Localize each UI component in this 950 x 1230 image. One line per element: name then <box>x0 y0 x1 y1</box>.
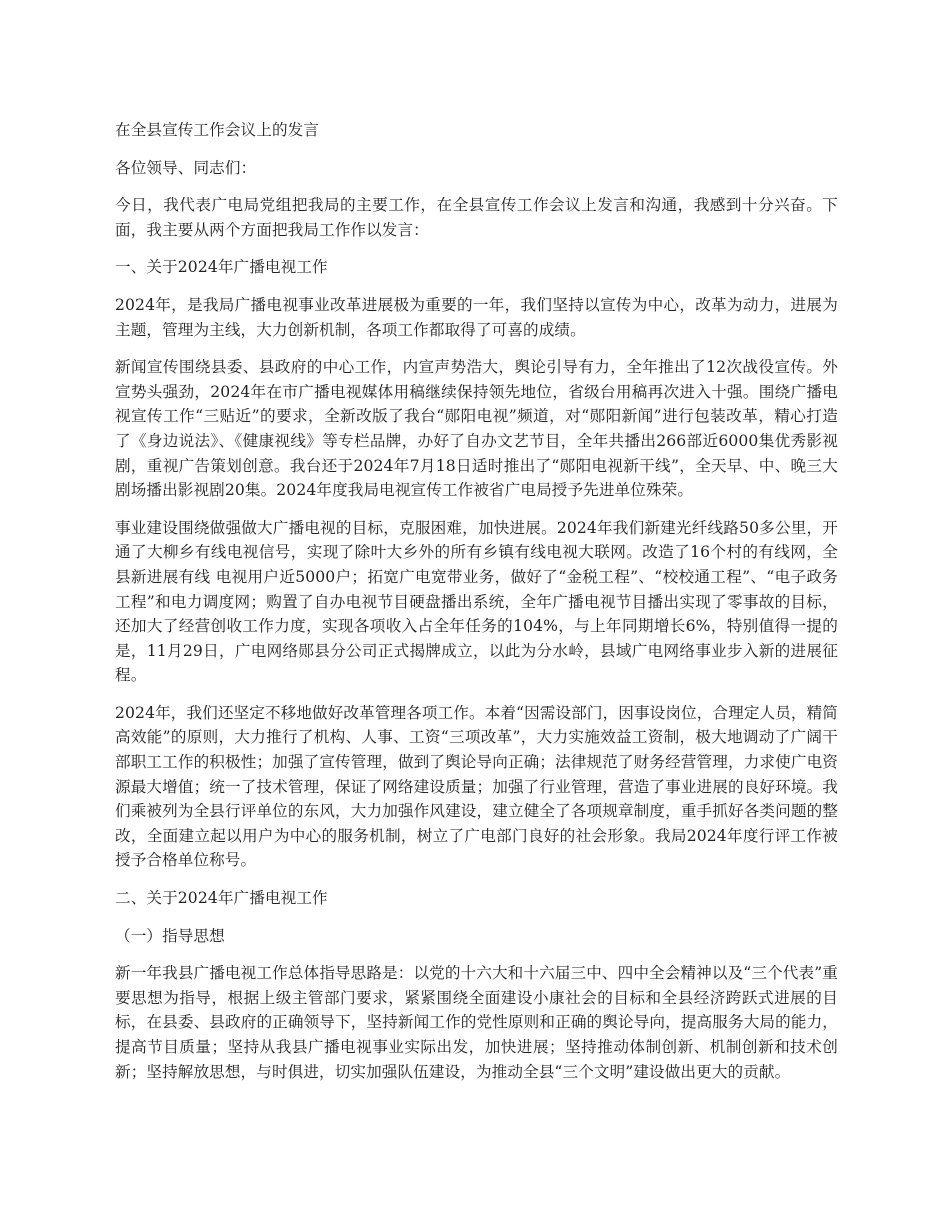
document-page <box>115 118 838 1097</box>
section-1-paragraph-2: 新闻宣传围绕县委、县政府的中心工作，内宣声势浩大，舆论引导有力，全年推出了12次战役宣传。外宣势头强劲，2024年在市广播电视媒体用稿继续保持领先地位，省级台用稿再次进入十强。围绕广播电视宣传工作“三贴近”的要求，全新改版了我台“郧阳电视”频道，对“郧阳新闻”进行包装改革，精心打造了《身边说法》、《健康视线》等专栏品牌，办好了自办文艺节目，全年共播出266部近6000集优秀影视剧，重视广告策划创意。我台还于2024年7月18日适时推出了“郧阳电视新干线”，全天早、中、晚三大剧场播出影视剧20集。2024年度我局电视宣传工作被省广电局授予先进单位殊荣。 <box>115 358 838 500</box>
section-2-heading: 二、关于2024年广播电视工作 <box>115 889 328 908</box>
section-2-subheading-1: （一）指导思想 <box>115 926 225 945</box>
section-2-paragraph-1: 新一年我县广播电视工作总体指导思路是：以党的十六大和十六届三中、四中全会精神以及“三个代表”重要思想为指导，根据上级主管部门要求，紧紧围绕全面建设小康社会的目标和全县经济跨跃式进展的目标，在县委、县政府的正确领导下，坚持新闻工作的党性原则和正确的舆论导向，提高服务大局的能力，提高节目质量；坚持从我县广播电视事业实际出发，加快进展；坚持推动体制创新、机制创新和技术创新；坚持解放思想，与时俱进，切实加强队伍建设，为推动全县“三个文明”建设做出更大的贡献。 <box>115 964 838 1081</box>
salutation: 各位领导、同志们： <box>115 158 257 177</box>
intro-paragraph: 今日，我代表广电局党组把我局的主要工作，在全县宣传工作会议上发言和沟通，我感到十分兴奋。下面，我主要从两个方面把我局工作作以发言： <box>115 196 838 239</box>
section-1-paragraph-4: 2024年，我们还坚定不移地做好改革管理各项工作。本着“因需设部门，因事设岗位，合理定人员，精简高效能”的原则，大力推行了机构、人事、工资“三项改革”，大力实施效益工资制，极大地调动了广阔干部职工工作的积极性；加强了宣传管理，做到了舆论导向正确；法律规范了财务经营管理，力求使广电资源最大增值；统一了技术管理，保证了网络建设质量；加强了行业管理，营造了事业进展的良好环境。我们乘被列为全县行评单位的东风，大力加强作风建设，建立健全了各项规章制度，重手抓好各类问题的整改，全面建立起以用户为中心的服务机制，树立了广电部门良好的社会形象。我局2024年度行评工作被授予合格单位称号。 <box>115 703 838 870</box>
section-1-paragraph-1: 2024年，是我局广播电视事业改革进展极为重要的一年，我们坚持以宣传为中心，改革为动力，进展为主题，管理为主线，大力创新机制，各项工作都取得了可喜的成绩。 <box>115 295 838 339</box>
section-1-paragraph-3: 事业建设围绕做强做大广播电视的目标，克服困难，加快进展。2024年我们新建光纤线路50多公里，开通了大柳乡有线电视信号，实现了除叶大乡外的所有乡镇有线电视大联网。改造了16个村的有线网，全县新进展有线 电视用户近5000户；拓宽广电宽带业务，做好了“金税工程”、“校校通工程”、“电子政务工程”和电力调度网；购置了自办电视节目硬盘播出系统，全年广播电视节目播出实现了零事故的目标，还加大了经营创收工作力度，实现各项收入占全年任务的104%，与上年同期增长6%，特别值得一提的是，11月29日，广电网络郧县分公司正式揭牌成立，以此为分水岭，县域广电网络事业步入新的进展征程。 <box>115 518 838 685</box>
section-1-heading: 一、关于2024年广播电视工作 <box>115 258 328 277</box>
document-title: 在全县宣传工作会议上的发言 <box>115 121 320 139</box>
